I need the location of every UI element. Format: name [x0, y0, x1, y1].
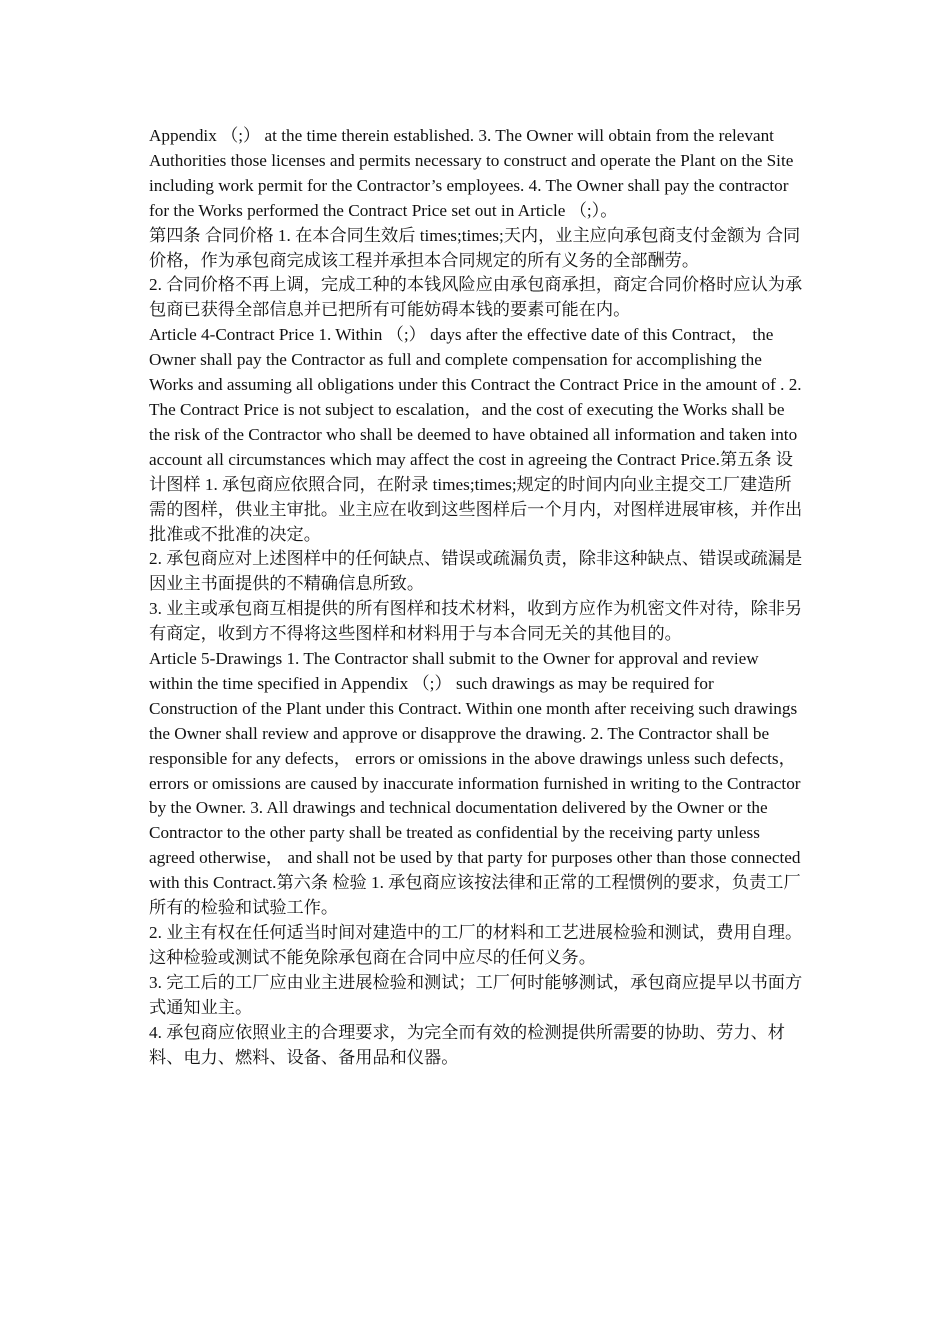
paragraph-article4-en: Article 4-Contract Price 1. Within （;） days after the effective date of this Contract， the Owner shall pay the Contractor as full and complete compensation for accomplishing the Works and assuming all obligations under this Contract the Contract Price in the amount of . 2. The Contract Price is not subject to escalation，and the cost of executing the Works shall be the risk of the Contractor who shall be deemed to have obtained all information and taken into account all circumstances which may affect the cost in agreeing the Contract Price.第五条 设计图样 1. 承包商应依照合同，在附录 times;times;规定的时间内向业主提交工厂建造所需的图样，供业主审批。业主应在收到这些图样后一个月内，对图样进展审核，并作出批准或不批准的决定。: [149, 325, 803, 544]
paragraph-drawings-defects-cn: 2. 承包商应对上述图样中的任何缺点、错误或疏漏负责，除非这种缺点、错误或疏漏是因业主书面提供的不精确信息所致。: [149, 549, 803, 594]
paragraph-article4-cn: 第四条 合同价格 1. 在本合同生效后 times;times;天内，业主应向承包商支付金额为 合同价格，作为承包商完成该工程并承担本合同规定的所有义务的全部酬劳。: [149, 225, 801, 270]
paragraph-inspection-owner-cn: 2. 业主有权在任何适当时间对建造中的工厂的材料和工艺进展检验和测试，费用自理。这种检验或测试不能免除承包商在合同中应尽的任何义务。: [149, 923, 803, 967]
paragraph-drawings-confidential-cn: 3. 业主或承包商互相提供的所有图样和技术材料，收到方应作为机密文件对待，除非另有商定，收到方不得将这些图样和材料用于与本合同无关的其他目的。: [149, 599, 803, 644]
paragraph-owner-obligations: Appendix （;） at the time therein established. 3. The Owner will obtain from the relevant Authorities those licenses and permits necessary to construct and operate the Plant on the Site including work permit for the Contractor’s employees. 4. The Owner shall pay the contractor for the Works performed the Contract Price set out in Article （;）。: [149, 126, 794, 220]
paragraph-inspection-completion-cn: 3. 完工后的工厂应由业主进展检验和测试；工厂何时能够测试，承包商应提早以书面方式通知业主。: [149, 972, 803, 1017]
paragraph-price-escalation-cn: 2. 合同价格不再上调，完成工种的本钱风险应由承包商承担，商定合同价格时应认为承包商已获得全部信息并已把所有可能妨碍本钱的要素可能在内。: [149, 275, 803, 320]
paragraph-inspection-assistance-cn: 4. 承包商应依照业主的合理要求，为完全而有效的检测提供所需要的协助、劳力、材料、电力、燃料、设备、备用品和仪器。: [149, 1022, 785, 1067]
document-body: [149, 124, 805, 1070]
paragraph-article5-en: Article 5-Drawings 1. The Contractor shall submit to the Owner for approval and review within the time specified in Appendix （;） such drawings as may be required for Construction of the Plant under this Contract. Within one month after receiving such drawings the Owner shall review and approve or disapprove the drawing. 2. The Contractor shall be responsible for any defects， errors or omissions in the above drawings unless such defects， errors or omissions are caused by inaccurate information furnished in writing to the Contractor by the Owner. 3. All drawings and technical documentation delivered by the Owner or the Contractor to the other party shall be treated as confidential by the receiving party unless agreed otherwise， and shall not be used by that party for purposes other than those connected with this Contract.第六条 检验 1. 承包商应该按法律和正常的工程惯例的要求，负责工厂所有的检验和试验工作。: [149, 649, 801, 918]
